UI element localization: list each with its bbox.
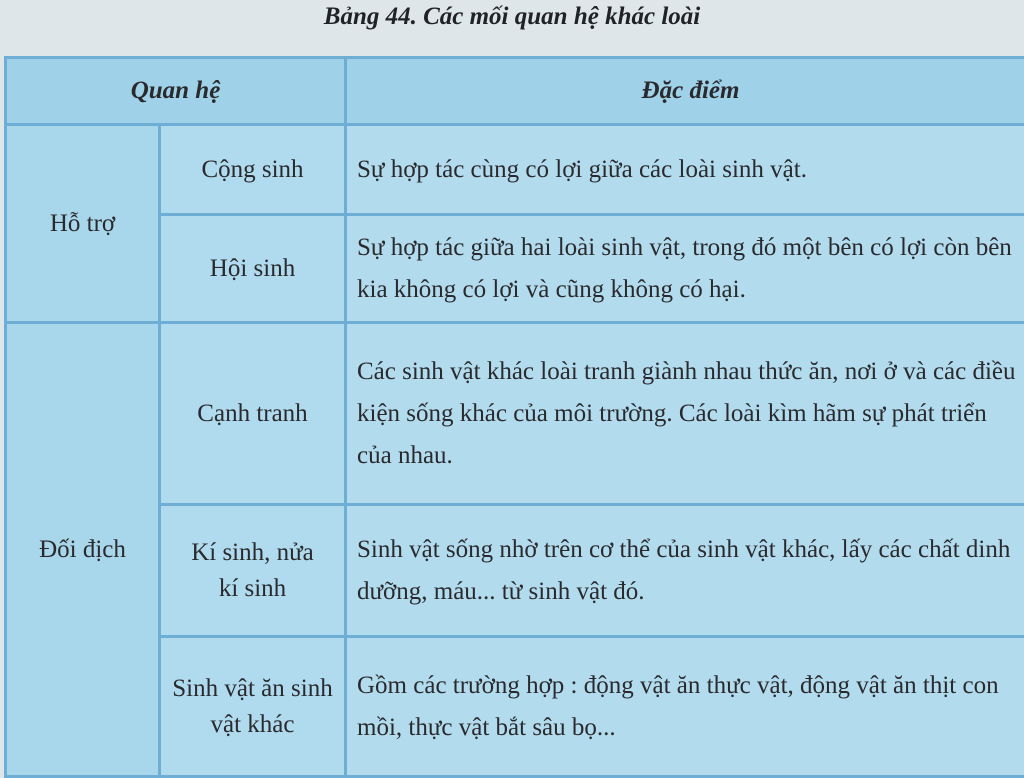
relationship-description: Sự hợp tác cùng có lợi giữa các loài sinh vật. xyxy=(346,125,1024,215)
header-relationship: Quan hệ xyxy=(6,58,346,125)
relationships-table xyxy=(4,56,1024,778)
relationship-name: Kí sinh, nửa kí sinh xyxy=(160,505,346,637)
relationship-name: Hội sinh xyxy=(160,215,346,323)
table-row xyxy=(6,125,1024,215)
table-title: Bảng 44. Các mối quan hệ khác loài xyxy=(0,0,1024,40)
header-characteristics: Đặc điểm xyxy=(346,58,1024,125)
relationship-name: Cạnh tranh xyxy=(160,323,346,505)
relationship-description: Các sinh vật khác loài tranh giành nhau thức ăn, nơi ở và các điều kiện sống khác của môi trường. Các loài kìm hãm sự phát triển của nhau. xyxy=(346,323,1024,505)
table-row xyxy=(6,323,1024,505)
header-row xyxy=(6,58,1024,125)
group-antagonism: Đối địch xyxy=(6,323,160,777)
relationship-name: Sinh vật ăn sinh vật khác xyxy=(160,637,346,777)
group-support: Hỗ trợ xyxy=(6,125,160,323)
relationship-name: Cộng sinh xyxy=(160,125,346,215)
relationship-description: Sinh vật sống nhờ trên cơ thể của sinh vật khác, lấy các chất dinh dưỡng, máu... từ sinh vật đó. xyxy=(346,505,1024,637)
relationship-description: Gồm các trường hợp : động vật ăn thực vật, động vật ăn thịt con mồi, thực vật bắt sâu bọ... xyxy=(346,637,1024,777)
relationship-description: Sự hợp tác giữa hai loài sinh vật, trong đó một bên có lợi còn bên kia không có lợi và cũng không có hại. xyxy=(346,215,1024,323)
